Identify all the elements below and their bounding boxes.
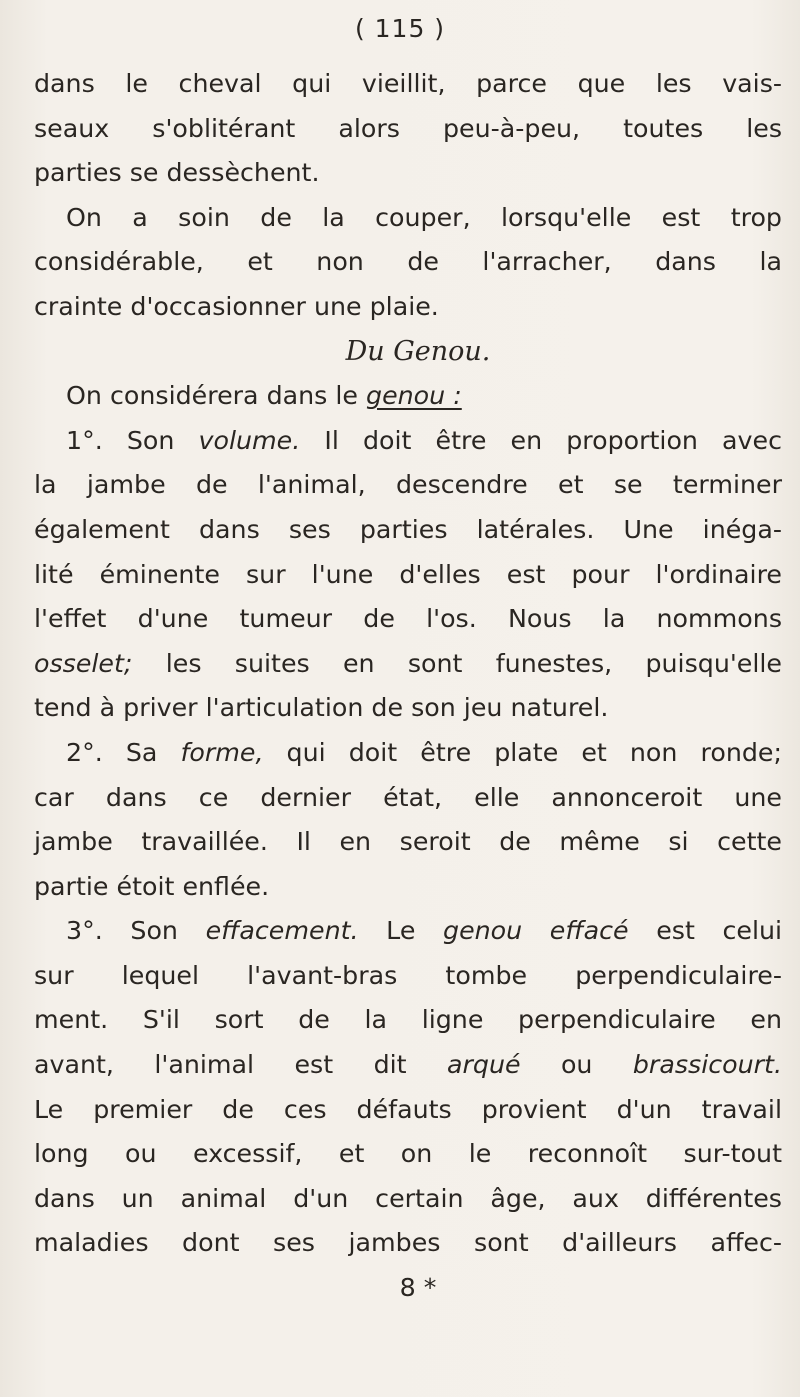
text-line: la jambe de l'animal, descendre et se terminer	[34, 470, 782, 500]
text-run: avant, l'animal est dit	[34, 1050, 447, 1080]
text-line: dans un animal d'un certain âge, aux différentes	[34, 1183, 782, 1213]
emphasized-term: genou effacé	[443, 916, 629, 946]
text-line: lité éminente sur l'une d'elles est pour l'ordinaire	[34, 559, 782, 589]
text-line: Le premier de ces défauts provient d'un travail	[34, 1094, 782, 1124]
text-line: tend à priver l'articulation de son jeu naturel.	[34, 693, 609, 723]
emphasized-term: osselet;	[34, 648, 133, 678]
text-run: On considérera dans le	[66, 381, 367, 411]
signature-mark: 8 *	[399, 1273, 437, 1303]
page-number: ( 115 )	[354, 14, 446, 43]
text-run: 1°. Son	[66, 425, 199, 455]
text-line: sur lequel l'avant-bras tombe perpendiculaire-	[34, 960, 782, 990]
text-run: est celui	[628, 916, 783, 946]
text-run: les suites en sont funestes, puisqu'elle	[132, 648, 782, 678]
text-line	[34, 909, 782, 954]
text-line: maladies dont ses jambes sont d'ailleurs affec-	[34, 1228, 782, 1258]
page-body	[34, 62, 782, 1311]
text-run: Il doit être en proportion avec	[300, 425, 782, 455]
emphasized-term: forme,	[180, 737, 264, 767]
text-line: dans le cheval qui vieillit, parce que les vais-	[34, 69, 782, 98]
text-line: long ou excessif, et on le reconnoît sur-tout	[34, 1139, 782, 1169]
section-heading: Du Genou.	[345, 335, 491, 367]
emphasized-term: arqué	[446, 1050, 521, 1080]
text-line	[34, 731, 782, 776]
text-line: également dans ses parties latérales. Une inéga-	[34, 514, 782, 544]
emphasized-term: effacement.	[205, 916, 359, 946]
emphasized-term: brassicourt.	[632, 1050, 783, 1080]
text-run: qui doit être plate et non ronde;	[263, 737, 782, 767]
emphasized-term: volume.	[198, 425, 301, 455]
text-line: car dans ce dernier état, elle annonceroit une	[34, 782, 782, 812]
text-line: crainte d'occasionner une plaie.	[34, 291, 439, 321]
emphasized-term: genou :	[366, 381, 462, 411]
text-line: partie étoit enflée.	[34, 871, 270, 901]
text-line: seaux s'oblitérant alors peu-à-peu, toutes les	[34, 113, 782, 143]
text-line	[34, 374, 782, 419]
text-line	[34, 419, 782, 464]
text-line: jambe travaillée. Il en seroit de même si cette	[34, 827, 782, 857]
text-line: ment. S'il sort de la ligne perpendiculaire en	[34, 1005, 782, 1035]
text-run: Le	[358, 916, 444, 946]
text-line: On a soin de la couper, lorsqu'elle est trop	[66, 202, 782, 232]
text-line: considérable, et non de l'arracher, dans la	[34, 247, 782, 277]
text-run: 3°. Son	[66, 916, 206, 946]
text-line: l'effet d'une tumeur de l'os. Nous la nommons	[34, 604, 782, 634]
text-line	[34, 1043, 782, 1088]
text-line	[34, 642, 782, 687]
text-run: 2°. Sa	[66, 737, 181, 767]
text-run: ou	[520, 1050, 633, 1080]
text-line: parties se dessèchent.	[34, 158, 320, 188]
